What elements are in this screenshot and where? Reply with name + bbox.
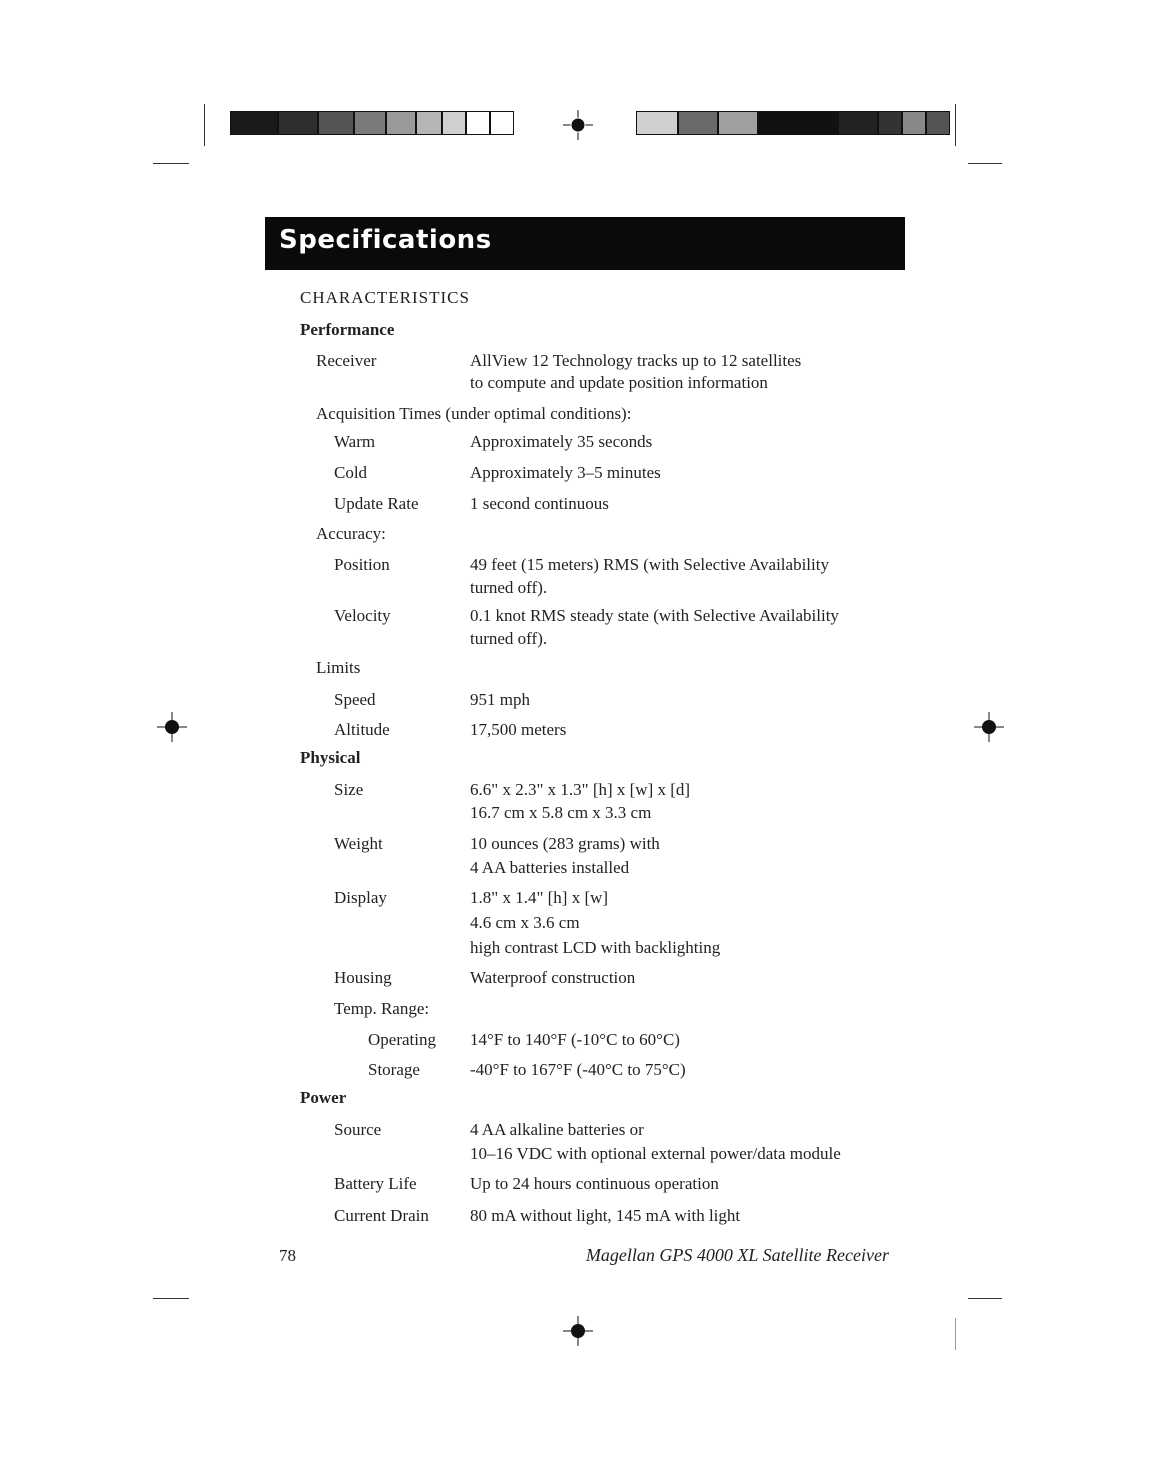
spec-value: 1 second continuous [470, 494, 609, 513]
color-bar-right [636, 111, 950, 135]
spec-label: Source [334, 1120, 382, 1139]
spec-label: Receiver [316, 351, 377, 370]
spec-group-label: Temp. Range: [334, 999, 430, 1018]
spec-value: 80 mA without light, 145 mA with light [470, 1206, 741, 1225]
section-physical: Physical [300, 748, 361, 767]
spec-group-label: Acquisition Times (under optimal conditions): [316, 404, 632, 423]
spec-value: turned off). [470, 578, 548, 597]
spec-group-label: Limits [316, 658, 361, 677]
crop-mark [968, 1298, 1002, 1299]
spec-label: Position [334, 555, 390, 574]
footer-title: Magellan GPS 4000 XL Satellite Receiver [585, 1245, 889, 1265]
spec-value: 4 AA batteries installed [470, 858, 630, 877]
spec-value: 6.6" x 2.3" x 1.3" [h] x [w] x [d] [470, 780, 691, 799]
spec-value: 4 AA alkaline batteries or [470, 1120, 644, 1139]
registration-target-icon [563, 1316, 593, 1346]
spec-value: 17,500 meters [470, 720, 567, 739]
spec-label: Warm [334, 432, 376, 451]
section-power: Power [300, 1088, 347, 1107]
crop-mark [955, 1318, 956, 1350]
spec-label: Size [334, 780, 364, 799]
title-banner [265, 217, 905, 270]
spec-value: 10–16 VDC with optional external power/data module [470, 1144, 841, 1163]
registration-target-icon [157, 712, 187, 742]
spec-value: turned off). [470, 629, 548, 648]
spec-label: Current Drain [334, 1206, 429, 1225]
spec-label: Display [334, 888, 387, 907]
spec-value: Up to 24 hours continuous operation [470, 1174, 719, 1193]
spec-value: 4.6 cm x 3.6 cm [470, 913, 580, 932]
spec-value: high contrast LCD with backlighting [470, 938, 721, 957]
spec-label: Operating [368, 1030, 436, 1049]
spec-value: 49 feet (15 meters) RMS (with Selective Availability [470, 555, 829, 574]
spec-value: Waterproof construction [470, 968, 636, 987]
registration-target-icon [974, 712, 1004, 742]
spec-label: Storage [368, 1060, 420, 1079]
spec-label: Cold [334, 463, 368, 482]
spec-value: 1.8" x 1.4" [h] x [w] [470, 888, 609, 907]
page-number: 78 [279, 1246, 296, 1265]
spec-value: Approximately 35 seconds [470, 432, 653, 451]
spec-value: 16.7 cm x 5.8 cm x 3.3 cm [470, 803, 652, 822]
crop-mark [955, 104, 956, 146]
registration-target-icon [563, 110, 593, 140]
page-title: Specifications [279, 225, 492, 255]
spec-label: Update Rate [334, 494, 419, 513]
spec-label: Weight [334, 834, 383, 853]
spec-value: 10 ounces (283 grams) with [470, 834, 660, 853]
crop-mark [204, 104, 205, 146]
spec-value: 951 mph [470, 690, 530, 709]
spec-label: Altitude [334, 720, 390, 739]
spec-value: Approximately 3–5 minutes [470, 463, 661, 482]
spec-value: -40°F to 167°F (-40°C to 75°C) [470, 1060, 686, 1079]
spec-label: Speed [334, 690, 376, 709]
crop-mark [968, 163, 1002, 164]
crop-mark [153, 1298, 189, 1299]
spec-value: to compute and update position information [470, 373, 768, 392]
color-bar-left [230, 111, 514, 135]
spec-label: Velocity [334, 606, 391, 625]
spec-value: 0.1 knot RMS steady state (with Selective Availability [470, 606, 839, 625]
spec-value: 14°F to 140°F (-10°C to 60°C) [470, 1030, 680, 1049]
spec-value: AllView 12 Technology tracks up to 12 satellites [470, 351, 802, 370]
spec-label: Battery Life [334, 1174, 417, 1193]
crop-mark [153, 163, 189, 164]
section-performance: Performance [300, 320, 395, 339]
spec-label: Housing [334, 968, 392, 987]
spec-group-label: Accuracy: [316, 524, 386, 543]
section-heading: CHARACTERISTICS [300, 288, 470, 307]
